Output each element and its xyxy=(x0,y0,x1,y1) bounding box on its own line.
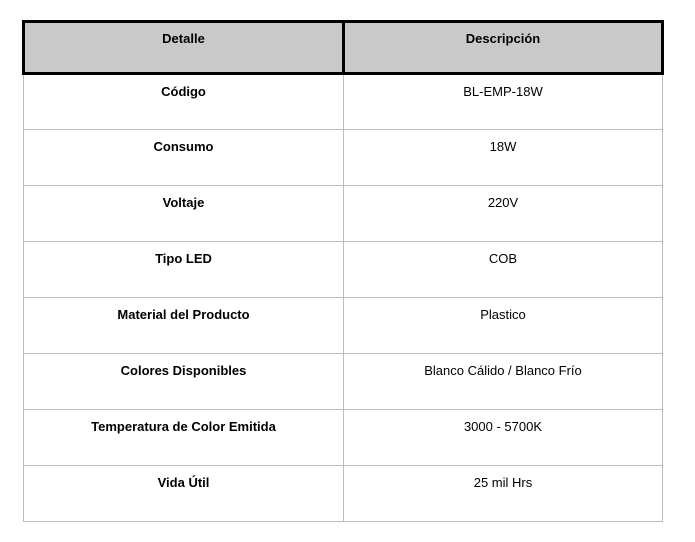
row-label-temperatura: Temperatura de Color Emitida xyxy=(24,410,344,466)
row-value-codigo: BL-EMP-18W xyxy=(344,74,663,130)
row-value-voltaje: 220V xyxy=(344,186,663,242)
table-row xyxy=(24,130,663,186)
header-row xyxy=(24,22,663,74)
row-label-vida-util: Vida Útil xyxy=(24,466,344,522)
table-header xyxy=(24,22,663,74)
table-row xyxy=(24,410,663,466)
table-row xyxy=(24,74,663,130)
row-label-consumo: Consumo xyxy=(24,130,344,186)
row-value-consumo: 18W xyxy=(344,130,663,186)
row-label-tipo-led: Tipo LED xyxy=(24,242,344,298)
header-description: Descripción xyxy=(344,22,663,74)
table-body xyxy=(24,74,663,522)
row-value-colores: Blanco Cálido / Blanco Frío xyxy=(344,354,663,410)
row-label-material: Material del Producto xyxy=(24,298,344,354)
row-label-colores: Colores Disponibles xyxy=(24,354,344,410)
spec-table xyxy=(22,20,664,522)
row-label-codigo: Código xyxy=(24,74,344,130)
table-row xyxy=(24,298,663,354)
row-label-voltaje: Voltaje xyxy=(24,186,344,242)
table-row xyxy=(24,242,663,298)
table-row xyxy=(24,354,663,410)
table-row xyxy=(24,186,663,242)
header-detail: Detalle xyxy=(24,22,344,74)
row-value-temperatura: 3000 - 5700K xyxy=(344,410,663,466)
row-value-tipo-led: COB xyxy=(344,242,663,298)
row-value-vida-util: 25 mil Hrs xyxy=(344,466,663,522)
table-row xyxy=(24,466,663,522)
row-value-material: Plastico xyxy=(344,298,663,354)
